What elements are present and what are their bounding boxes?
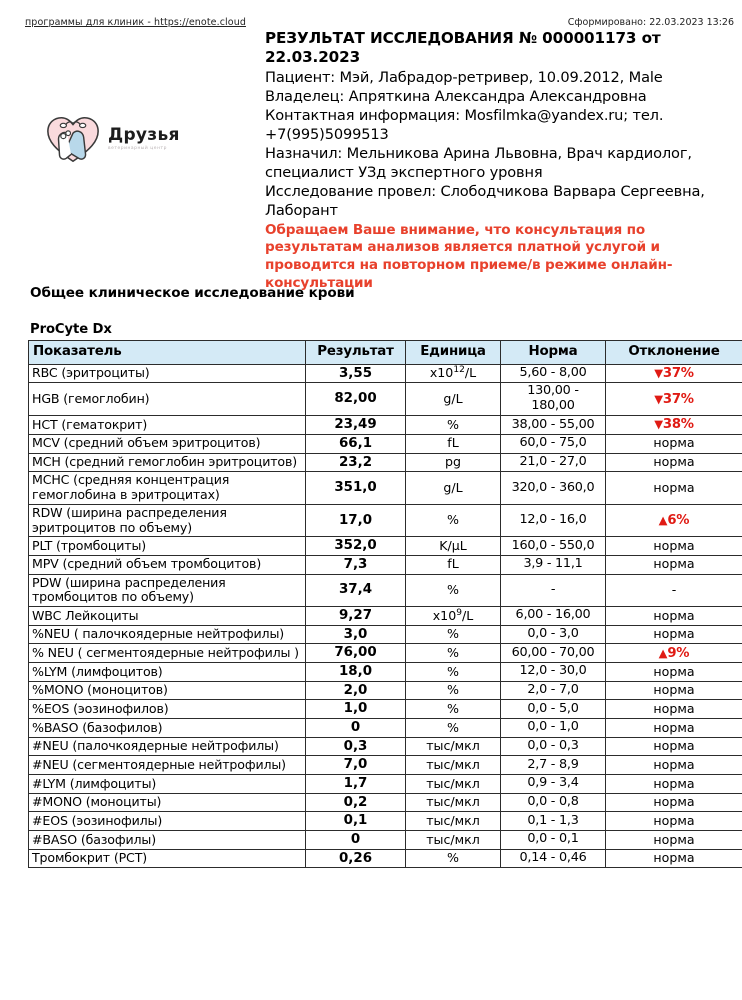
cell-result: 7,0 — [306, 756, 406, 775]
cell-deviation: норма — [606, 607, 742, 626]
cell-deviation: норма — [606, 793, 742, 812]
arrow-down-icon: ▼ — [654, 417, 663, 432]
cell-indicator: #EOS (эозинофилы) — [29, 812, 306, 831]
cell-result: 0 — [306, 831, 406, 850]
cell-unit: тыс/мкл — [406, 756, 501, 775]
cell-unit: % — [406, 416, 501, 435]
cell-deviation: норма — [606, 681, 742, 700]
cell-unit: % — [406, 644, 501, 663]
logo-subtitle: ветеринарный центр — [108, 145, 167, 151]
page-title: РЕЗУЛЬТАТ ИССЛЕДОВАНИЯ № 000001173 от 22.03.2023 — [265, 29, 661, 67]
cell-unit: pg — [406, 453, 501, 472]
cell-result: 2,0 — [306, 681, 406, 700]
cell-deviation: норма — [606, 831, 742, 850]
owner-line: Владелец: Апряткина Александра Александровна — [265, 87, 647, 105]
deviation-value: 9% — [667, 645, 690, 661]
performed-by-line: Исследование провел: Слободчикова Варвара Сергеевна, Лаборант — [265, 182, 705, 219]
cell-indicator: RDW (ширина распределения эритроцитов по объему) — [29, 504, 306, 536]
cell-indicator: PDW (ширина распределения тромбоцитов по объему) — [29, 574, 306, 606]
cell-indicator: % NEU ( сегментоядерные нейтрофилы ) — [29, 644, 306, 663]
results-table-wrapper — [28, 340, 742, 868]
table-row — [29, 644, 742, 663]
cell-indicator: MPV (средний объем тромбоцитов) — [29, 555, 306, 574]
arrow-up-icon: ▲ — [658, 645, 668, 660]
cell-norm: 0,14 - 0,46 — [501, 849, 606, 868]
cell-norm: 160,0 - 550,0 — [501, 537, 606, 556]
cell-norm: 130,00 - 180,00 — [501, 383, 606, 416]
cell-deviation: норма — [606, 775, 742, 794]
table-row — [29, 607, 742, 626]
table-row — [29, 504, 742, 536]
cell-norm: 60,00 - 70,00 — [501, 644, 606, 663]
deviation-value: 38% — [662, 417, 694, 433]
status-badge — [606, 383, 742, 416]
cell-unit: $x10^9/L$ — [406, 607, 501, 626]
cell-norm: 60,0 - 75,0 — [501, 434, 606, 453]
cell-unit: % — [406, 504, 501, 536]
ordered-by-line: Назначил: Мельникова Арина Львовна, Врач кардиолог, специалист УЗд экспертного уровня — [265, 144, 692, 181]
cell-unit: % — [406, 625, 501, 644]
cell-deviation: норма — [606, 700, 742, 719]
cell-norm: 3,9 - 11,1 — [501, 555, 606, 574]
status-badge — [606, 504, 742, 536]
cell-norm: 38,00 - 55,00 — [501, 416, 606, 435]
cell-result: 0,3 — [306, 737, 406, 756]
logo-text-block — [108, 124, 180, 151]
cell-norm: 2,0 - 7,0 — [501, 681, 606, 700]
col-header-deviation: Отклонение — [606, 341, 742, 365]
cell-result: 66,1 — [306, 434, 406, 453]
cell-indicator: #LYM (лимфоциты) — [29, 775, 306, 794]
cell-unit: fL — [406, 555, 501, 574]
cell-norm: 0,0 - 1,0 — [501, 719, 606, 738]
cell-indicator: %BASO (базофилов) — [29, 719, 306, 738]
cell-result: 3,55 — [306, 364, 406, 383]
cell-result: 17,0 — [306, 504, 406, 536]
cell-indicator: Тромбокрит (PCT) — [29, 849, 306, 868]
table-row — [29, 537, 742, 556]
cell-norm: 0,0 - 0,3 — [501, 737, 606, 756]
table-row — [29, 416, 742, 435]
cell-result: 351,0 — [306, 472, 406, 504]
cell-deviation: норма — [606, 719, 742, 738]
cell-deviation: норма — [606, 555, 742, 574]
status-badge — [606, 644, 742, 663]
results-table-body — [29, 364, 742, 868]
cell-unit: % — [406, 719, 501, 738]
cell-deviation: норма — [606, 812, 742, 831]
table-row — [29, 681, 742, 700]
cell-norm: 0,0 - 3,0 — [501, 625, 606, 644]
cell-norm: 0,0 - 5,0 — [501, 700, 606, 719]
cell-norm: 6,00 - 16,00 — [501, 607, 606, 626]
cell-unit: тыс/мкл — [406, 737, 501, 756]
table-row — [29, 756, 742, 775]
table-row — [29, 625, 742, 644]
cell-result: 7,3 — [306, 555, 406, 574]
cell-indicator: #NEU (палочкоядерные нейтрофилы) — [29, 737, 306, 756]
arrow-down-icon: ▼ — [654, 391, 663, 406]
patient-line: Пациент: Мэй, Лабрадор-ретривер, 10.09.2012, Male — [265, 68, 663, 86]
cell-indicator: %NEU ( палочкоядерные нейтрофилы) — [29, 625, 306, 644]
cell-result: 37,4 — [306, 574, 406, 606]
generated-timestamp: Сформировано: 22.03.2023 13:26 — [567, 17, 734, 28]
analyzer-title: ProCyte Dx — [30, 322, 112, 337]
cell-norm: 0,0 - 0,1 — [501, 831, 606, 850]
cell-unit: K/µL — [406, 537, 501, 556]
cell-indicator: %EOS (эозинофилов) — [29, 700, 306, 719]
status-badge — [606, 364, 742, 383]
cell-result: 352,0 — [306, 537, 406, 556]
table-row — [29, 793, 742, 812]
cell-deviation: норма — [606, 434, 742, 453]
deviation-value: 37% — [662, 365, 694, 381]
cell-norm: 0,1 - 1,3 — [501, 812, 606, 831]
cell-norm: 12,0 - 30,0 — [501, 663, 606, 682]
cell-result: 1,7 — [306, 775, 406, 794]
cell-deviation: норма — [606, 663, 742, 682]
cell-indicator: MCH (средний гемоглобин эритроцитов) — [29, 453, 306, 472]
arrow-down-icon: ▼ — [654, 365, 663, 380]
cell-indicator: RBC (эритроциты) — [29, 364, 306, 383]
cell-norm: 2,7 - 8,9 — [501, 756, 606, 775]
table-row — [29, 574, 742, 606]
cell-indicator: %MONO (моноцитов) — [29, 681, 306, 700]
cell-deviation: норма — [606, 472, 742, 504]
consultation-warning: Обращаем Ваше внимание, что консультация по результатам анализов является платной услугой и проводится на повторном приеме/в режиме онлайн-консультации — [265, 221, 673, 291]
cell-indicator: #NEU (сегментоядерные нейтрофилы) — [29, 756, 306, 775]
table-row — [29, 453, 742, 472]
col-header-unit: Единица — [406, 341, 501, 365]
clinic-logo — [44, 110, 180, 168]
cell-indicator: HCT (гематокрит) — [29, 416, 306, 435]
cell-indicator: MCV (средний объем эритроцитов) — [29, 434, 306, 453]
table-row — [29, 812, 742, 831]
cell-unit: тыс/мкл — [406, 793, 501, 812]
table-header-row — [29, 341, 742, 365]
cell-result: 0,1 — [306, 812, 406, 831]
cell-indicator: %LYM (лимфоцитов) — [29, 663, 306, 682]
cell-deviation: норма — [606, 849, 742, 868]
cell-result: 3,0 — [306, 625, 406, 644]
table-row — [29, 472, 742, 504]
cell-deviation: норма — [606, 737, 742, 756]
col-header-result: Результат — [306, 341, 406, 365]
cell-deviation: норма — [606, 537, 742, 556]
cell-result: 23,2 — [306, 453, 406, 472]
table-row — [29, 737, 742, 756]
table-row — [29, 700, 742, 719]
cell-unit: % — [406, 681, 501, 700]
cell-unit: % — [406, 574, 501, 606]
cell-unit: тыс/мкл — [406, 775, 501, 794]
cell-unit: % — [406, 849, 501, 868]
cell-indicator: #BASO (базофилы) — [29, 831, 306, 850]
cell-unit: % — [406, 700, 501, 719]
table-row — [29, 663, 742, 682]
cell-unit: g/L — [406, 383, 501, 416]
cell-norm: 21,0 - 27,0 — [501, 453, 606, 472]
cell-unit: % — [406, 663, 501, 682]
cell-indicator: PLT (тромбоциты) — [29, 537, 306, 556]
cell-indicator: WBC Лейкоциты — [29, 607, 306, 626]
cell-deviation: - — [606, 574, 742, 606]
col-header-norm: Норма — [501, 341, 606, 365]
report-header-block — [265, 29, 735, 292]
col-header-indicator: Показатель — [29, 341, 306, 365]
cell-result: 0 — [306, 719, 406, 738]
cell-norm: - — [501, 574, 606, 606]
cell-indicator: MCHC (средняя концентрация гемоглобина в эритроцитах) — [29, 472, 306, 504]
cell-result: 0,26 — [306, 849, 406, 868]
cell-result: 9,27 — [306, 607, 406, 626]
cell-norm: 0,0 - 0,8 — [501, 793, 606, 812]
cell-result: 76,00 — [306, 644, 406, 663]
cell-deviation: норма — [606, 756, 742, 775]
arrow-up-icon: ▲ — [658, 512, 668, 527]
cell-norm: 320,0 - 360,0 — [501, 472, 606, 504]
logo-name: Друзья — [108, 124, 180, 145]
deviation-value: 37% — [662, 391, 694, 407]
table-row — [29, 775, 742, 794]
cell-unit: g/L — [406, 472, 501, 504]
cell-indicator: HGB (гемоглобин) — [29, 383, 306, 416]
results-table — [28, 340, 742, 868]
cell-deviation: норма — [606, 625, 742, 644]
cell-unit: fL — [406, 434, 501, 453]
status-badge — [606, 416, 742, 435]
deviation-value: 6% — [667, 512, 690, 528]
heart-paw-icon — [44, 110, 102, 168]
cell-norm: 12,0 - 16,0 — [501, 504, 606, 536]
cell-indicator: #MONO (моноциты) — [29, 793, 306, 812]
cell-deviation: норма — [606, 453, 742, 472]
table-row — [29, 831, 742, 850]
cell-unit: $x10^{12}/L$ — [406, 364, 501, 383]
table-row — [29, 364, 742, 383]
table-row — [29, 555, 742, 574]
table-row — [29, 434, 742, 453]
cell-result: 18,0 — [306, 663, 406, 682]
cell-result: 82,00 — [306, 383, 406, 416]
contact-line: Контактная информация: Mosfilmka@yandex.ru; тел. +7(995)5099513 — [265, 106, 664, 143]
cell-unit: тыс/мкл — [406, 831, 501, 850]
cell-result: 23,49 — [306, 416, 406, 435]
section-title: Общее клиническое исследование крови — [30, 285, 355, 301]
table-row — [29, 719, 742, 738]
cell-result: 1,0 — [306, 700, 406, 719]
cell-norm: 5,60 - 8,00 — [501, 364, 606, 383]
cell-result: 0,2 — [306, 793, 406, 812]
clinic-software-link[interactable]: программы для клиник - https://enote.cloud — [25, 17, 246, 28]
cell-unit: тыс/мкл — [406, 812, 501, 831]
table-row — [29, 849, 742, 868]
table-row — [29, 383, 742, 416]
cell-norm: 0,9 - 3,4 — [501, 775, 606, 794]
